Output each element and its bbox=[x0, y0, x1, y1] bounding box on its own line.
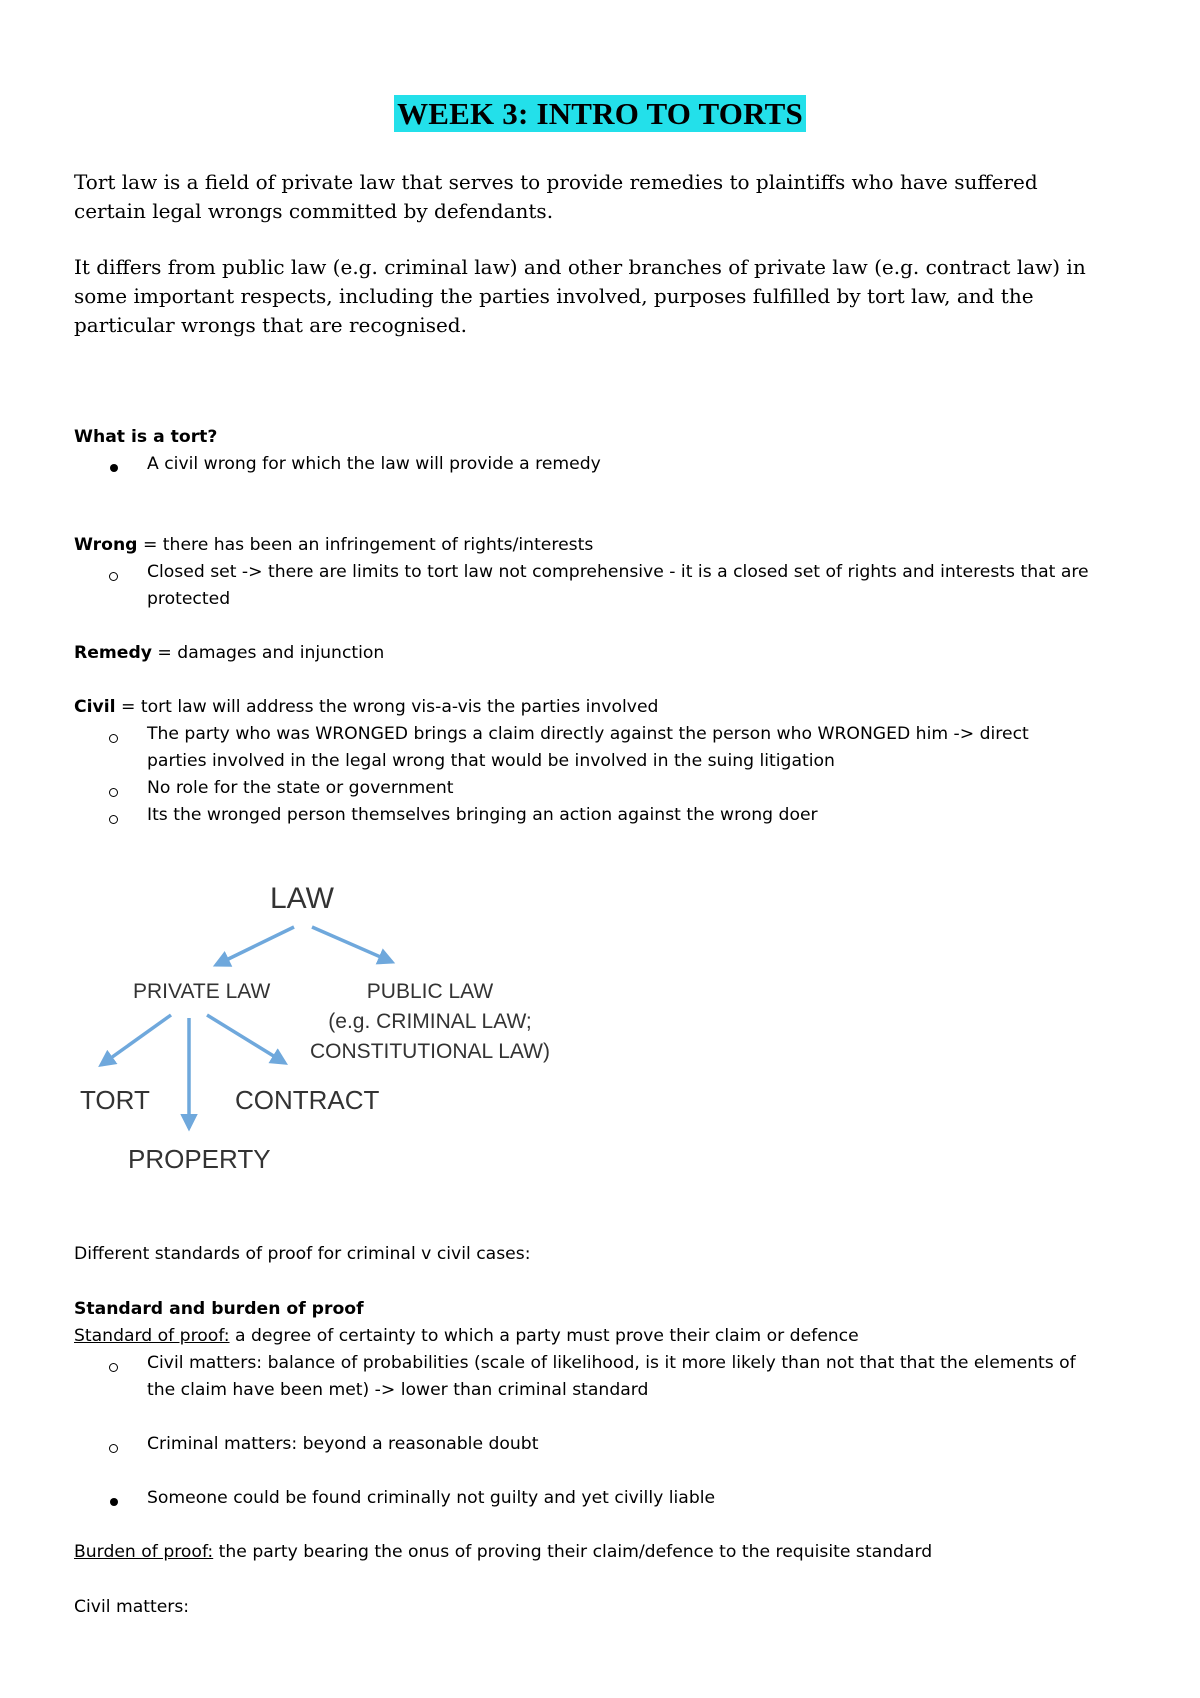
bullet-circle-icon bbox=[109, 572, 118, 581]
remedy-def: = damages and injunction bbox=[151, 643, 385, 663]
civil-item-3: Its the wronged person themselves bringing an action against the wrong doer bbox=[147, 805, 818, 825]
intro-p1-line-1: Tort law is a field of private law that serves to provide remedies to plaintiffs who have suffered bbox=[74, 170, 1038, 194]
standard-of-proof-def: a degree of certainty to which a party must prove their claim or defence bbox=[229, 1326, 859, 1346]
civil-def: = tort law will address the wrong vis-a-vis the parties involved bbox=[115, 697, 659, 717]
intro-paragraph-1 bbox=[74, 168, 1038, 226]
remedy-definition bbox=[74, 640, 384, 667]
diagram-node-public-law bbox=[310, 977, 550, 1067]
title-text: WEEK 3: INTRO TO TORTS bbox=[394, 95, 806, 132]
civil-matters-item bbox=[147, 1350, 1076, 1404]
page-title bbox=[0, 96, 1200, 132]
standard-of-proof-definition bbox=[74, 1323, 859, 1350]
standard-of-proof-term: Standard of proof: bbox=[74, 1326, 230, 1346]
civil-matters-line-1: Civil matters: balance of probabilities (scale of likelihood, is it more likely than not that that the elements of bbox=[147, 1353, 1076, 1373]
civil-item-2: No role for the state or government bbox=[147, 778, 454, 798]
arrow-private-to-contract bbox=[207, 1015, 285, 1063]
bullet-circle-icon bbox=[109, 1444, 118, 1453]
bullet-dot-icon bbox=[110, 464, 118, 472]
arrow-law-to-public bbox=[312, 927, 392, 962]
wrong-term: Wrong bbox=[74, 535, 138, 555]
wrong-sub-item bbox=[147, 559, 1089, 613]
what-is-tort-heading: What is a tort? bbox=[74, 427, 218, 447]
wrong-definition bbox=[74, 532, 593, 559]
arrow-law-to-private bbox=[216, 927, 294, 965]
intro-p1-line-2: certain legal wrongs committed by defendants. bbox=[74, 199, 554, 223]
bullet-circle-icon bbox=[109, 1363, 118, 1372]
diagram-node-contract: CONTRACT bbox=[235, 1085, 380, 1115]
intro-p2-line-1: It differs from public law (e.g. criminal law) and other branches of private law (e.g. contract law) in bbox=[74, 255, 1086, 279]
public-law-line-2: (e.g. CRIMINAL LAW; bbox=[328, 1010, 532, 1033]
standards-intro: Different standards of proof for criminal v civil cases: bbox=[74, 1244, 531, 1264]
civil-item-1 bbox=[147, 721, 1029, 775]
diagram-node-private-law: PRIVATE LAW bbox=[133, 980, 271, 1003]
wrong-sub-line-1: Closed set -> there are limits to tort law not comprehensive - it is a closed set of rights and interests that are bbox=[147, 562, 1089, 582]
wrong-sub-line-2: protected bbox=[147, 589, 231, 609]
what-is-tort-bullet: A civil wrong for which the law will provide a remedy bbox=[147, 454, 601, 474]
civil-item-1-line-2: parties involved in the legal wrong that would be involved in the suing litigation bbox=[147, 751, 835, 771]
arrow-private-to-tort bbox=[101, 1015, 171, 1065]
public-law-line-1: PUBLIC LAW bbox=[366, 980, 494, 1003]
bullet-circle-icon bbox=[109, 734, 118, 743]
burden-of-proof-def: the party bearing the onus of proving their claim/defence to the requisite standard bbox=[213, 1542, 933, 1562]
civil-item-1-line-1: The party who was WRONGED brings a claim directly against the person who WRONGED him -> direct bbox=[147, 724, 1029, 744]
diagram-node-property: PROPERTY bbox=[128, 1144, 271, 1174]
civil-matters-label: Civil matters: bbox=[74, 1597, 190, 1617]
bullet-circle-icon bbox=[109, 815, 118, 824]
bullet-dot-icon bbox=[110, 1498, 118, 1506]
civil-matters-line-2: the claim have been met) -> lower than criminal standard bbox=[147, 1380, 649, 1400]
intro-paragraph-2 bbox=[74, 253, 1086, 340]
intro-p2-line-2: some important respects, including the parties involved, purposes fulfilled by tort law, and the bbox=[74, 284, 1034, 308]
burden-of-proof-term: Burden of proof: bbox=[74, 1542, 214, 1562]
civil-term: Civil bbox=[74, 697, 116, 717]
diagram-node-tort: TORT bbox=[80, 1085, 150, 1115]
remedy-term: Remedy bbox=[74, 643, 152, 663]
intro-p2-line-3: particular wrongs that are recognised. bbox=[74, 313, 467, 337]
burden-of-proof-definition bbox=[74, 1539, 932, 1566]
public-law-line-3: CONSTITUTIONAL LAW) bbox=[310, 1040, 550, 1063]
criminal-matters-item: Criminal matters: beyond a reasonable doubt bbox=[147, 1434, 539, 1454]
wrong-def: = there has been an infringement of rights/interests bbox=[137, 535, 594, 555]
diagram-node-law: LAW bbox=[270, 882, 334, 915]
civil-definition bbox=[74, 694, 658, 721]
bullet-circle-icon bbox=[109, 788, 118, 797]
standard-burden-heading: Standard and burden of proof bbox=[74, 1299, 364, 1319]
law-hierarchy-diagram bbox=[0, 860, 620, 1180]
someone-item: Someone could be found criminally not guilty and yet civilly liable bbox=[147, 1488, 716, 1508]
